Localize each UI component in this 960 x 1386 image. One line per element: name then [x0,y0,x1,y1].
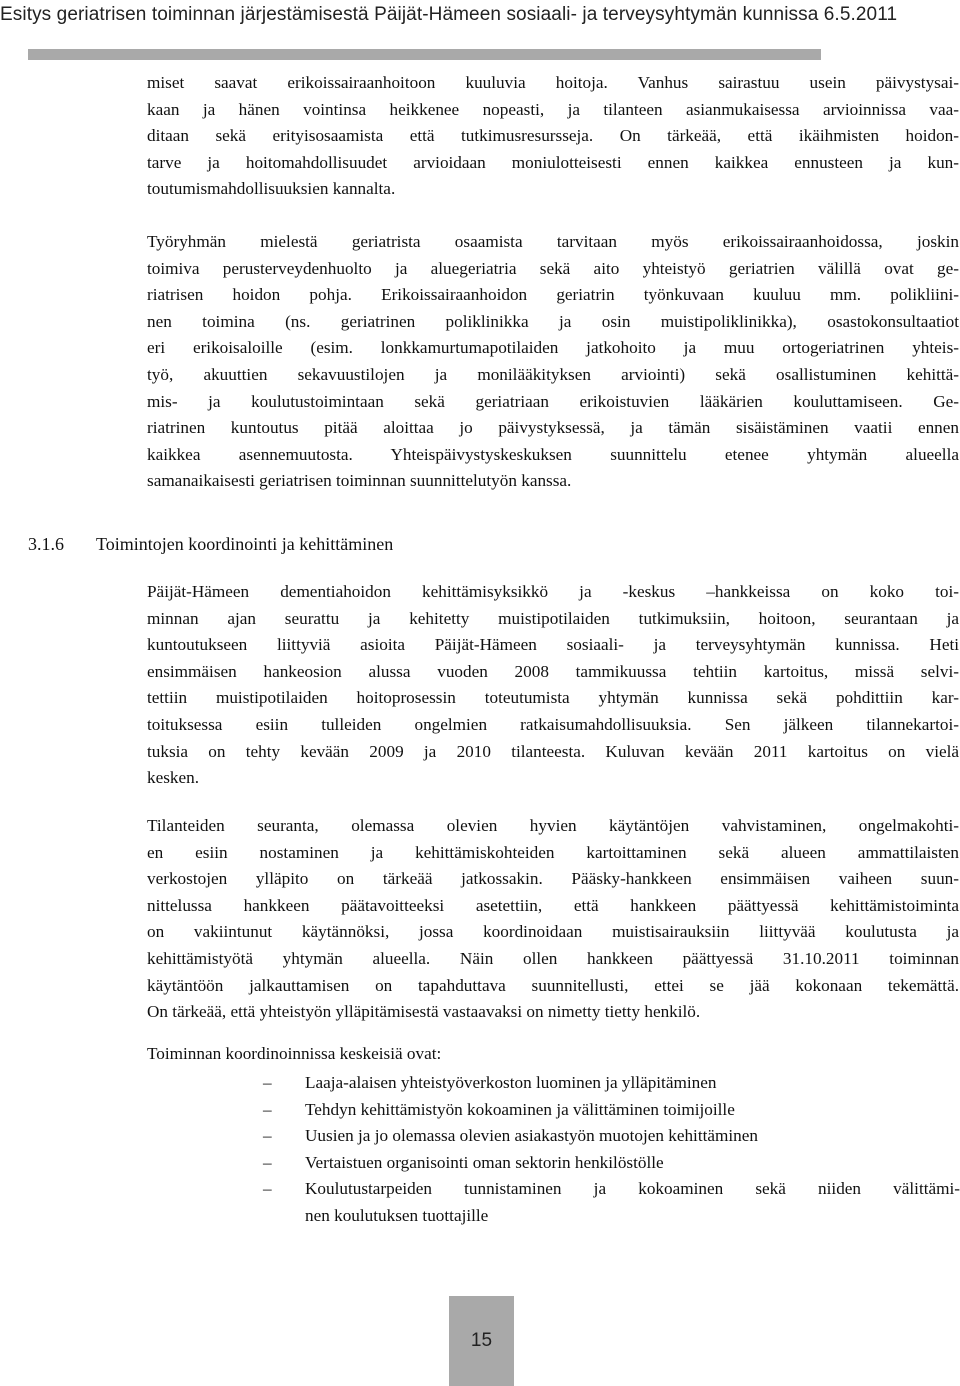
list-item [263,1123,960,1150]
list-item [263,1176,960,1229]
dash-bullet-icon: – [263,1073,272,1092]
bullet-list [263,1070,960,1230]
section-paragraph-2 [147,813,959,1026]
text-line: kaikkea asennemuutosta. Yhteispäivystyskeskuksen suunnittelu etenee yhtymän alueella [147,444,959,464]
text-line: tettiin muistipotilaiden hoitoprosessin toteutumista yhtymän kunnissa sekä pohdittiin kar- [147,688,959,708]
header-title: Esitys geriatrisen toiminnan järjestämisestä Päijät-Hämeen sosiaali- ja terveysyhtymän kunnissa 6.5.2011 [0,4,898,25]
text-line: en esiin nostaminen ja kehittämiskohteiden kartoittaminen sekä alueen ammattilaisten [147,842,959,862]
text-line: On tärkeää, että yhteistyön ylläpitämisestä vastaavaksi on nimetty tietty henkilö. [147,1002,701,1022]
list-item-text: Vertaistuen organisointi oman sektorin henkilöstölle [305,1152,664,1172]
paragraph-2 [147,229,959,495]
text-line: Tilanteiden seuranta, olemassa olevien hyvien käytäntöjen vahvistaminen, ongelmakohti- [147,816,959,835]
text-line: tarve ja hoitomahdollisuudet arvioidaan moniulotteisesti ennen kaikkea ennusteen ja kun- [147,152,959,172]
text-line: nen toimina (ns. geriatrinen poliklinikka ja osin muistipoliklinikka), osastokonsultaatiot [147,311,959,331]
text-line: nittelussa hankkeen päätavoitteeksi asetettiin, että hankkeen päättyessä kehittämistoiminta [147,895,959,915]
list-item-text: Koulutustarpeiden tunnistaminen ja kokoaminen sekä niiden välittämi- [305,1179,960,1199]
text-line: toituksessa esiin tulleiden ongelmien ratkaisumahdollisuuksia. Sen jälkeen tilannekartoi- [147,714,959,734]
header-rule [28,49,821,60]
text-line: ditaan sekä erityisosaamista että tutkimusresursseja. On tärkeää, että ikäihmisten hoidon- [147,126,959,146]
list-intro: Toiminnan koordinoinnissa keskeisiä ovat: [147,1044,442,1063]
text-line: minnan ajan seurattu ja kehitetty muistipotilaiden tutkimuksiin, hoitoon, seurantaan ja [147,608,959,628]
list-item-text: nen koulutuksen tuottajille [305,1205,489,1225]
dash-bullet-icon: – [263,1179,272,1199]
text-line: työ, akuuttien sekavuustilojen ja monilääkityksen arviointi) sekä osallistuminen kehittä- [147,364,959,384]
section-title: Toimintojen koordinointi ja kehittäminen [96,534,394,554]
list-item-text: Laaja-alaisen yhteistyöverkoston luominen ja ylläpitäminen [305,1073,717,1092]
text-line: riatrinen kuntoutus pitää aloittaa jo päivystyksessä, ja tämän sisäistäminen vaatii ennen [147,418,959,438]
text-line: kehittämistyötä yhtymän alueella. Näin ollen hankkeen päättyessä 31.10.2011 toiminnan [147,948,959,968]
text-line: toimiva perusterveydenhuolto ja aluegeriatria sekä aito yhteistyö geriatrien välillä ovat ge- [147,258,959,278]
list-item [263,1150,960,1177]
text-line: Päijät-Hämeen dementiahoidon kehittämisyksikkö ja -keskus –hankkeissa on koko toi- [147,582,959,601]
text-line: miset saavat erikoissairaanhoitoon kuuluvia hoitoja. Vanhus sairastuu usein päivystysai- [147,73,959,92]
text-line: kaan ja hänen vointinsa heikkenee nopeasti, ja tilanteen asianmukaisessa arvioinnissa vaa- [147,99,959,119]
section-heading [28,534,393,555]
dash-bullet-icon: – [263,1152,272,1172]
section-number: 3.1.6 [28,534,64,554]
section-paragraph-1 [147,579,959,792]
text-line: mis- ja koulutustoimintaan sekä geriatriaan erikoistuvien lääkärien kouluttamiseen. Ge- [147,391,959,411]
text-line: on vakiintunut käytännöksi, jossa koordinoidaan muistisairauksiin liittyvää koulutusta ja [147,922,959,942]
text-line: kuntoutukseen liittyviä asioita Päijät-Hämeen sosiaali- ja terveysyhtymän kunnissa. Heti [147,635,959,655]
text-line: kesken. [147,768,200,788]
text-line: tuksia on tehty kevään 2009 ja 2010 tilanteesta. Kuluvan kevään 2011 kartoitus on vielä [147,741,959,761]
text-line: toutumismahdollisuuksien kannalta. [147,179,396,199]
page-number-box [449,1296,514,1386]
text-line: käytäntöön jalkauttamisen on tapahduttava suunnitellusti, ettei se jää kokonaan tekemättä. [147,975,959,995]
text-line: ensimmäisen hankeosion alussa vuoden 2008 tammikuussa tehtiin kartoitus, missä selvi- [147,661,959,681]
text-line: verkostojen ylläpito on tärkeää jatkossakin. Pääsky-hankkeen ensimmäisen vaiheen suun- [147,869,959,889]
text-line: eri erikoisaloille (esim. lonkkamurtumapotilaiden jatkohoito ja muu ortogeriatrinen yhteis- [147,338,959,358]
list-item [263,1097,960,1124]
dash-bullet-icon: – [263,1126,272,1146]
text-line: Työryhmän mielestä geriatrista osaamista tarvitaan myös erikoissairaanhoidossa, joskin [147,232,959,251]
text-line: riatrisen hoidon pohja. Erikoissairaanhoidon geriatrin työnkuvaan kuuluu mm. polikliini- [147,285,959,305]
list-item-text: Tehdyn kehittämistyön kokoaminen ja välittäminen toimijoille [305,1099,735,1119]
list-item-text: Uusien ja jo olemassa olevien asiakastyön muotojen kehittäminen [305,1126,758,1146]
list-item [263,1070,960,1097]
dash-bullet-icon: – [263,1099,272,1119]
page-number: 15 [470,1330,493,1351]
paragraph-1 [147,70,959,203]
text-line: samanaikaisesti geriatrisen toiminnan suunnittelutyön kanssa. [147,471,572,491]
